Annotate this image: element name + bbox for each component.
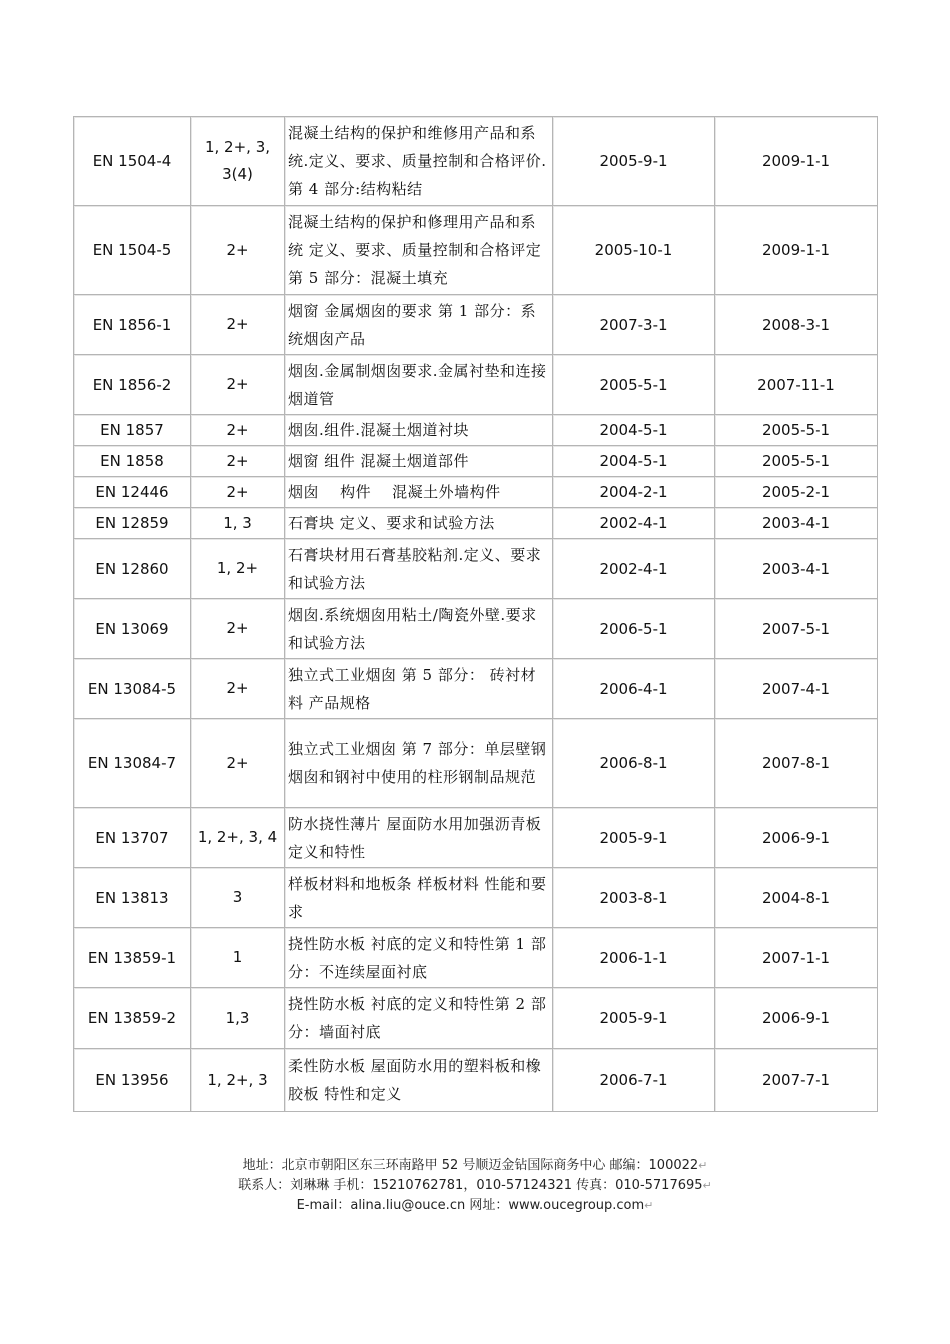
table-row <box>74 206 878 295</box>
end-date: 2007-5-1 <box>715 599 878 659</box>
system-class: 1, 3 <box>191 508 285 539</box>
end-date: 2003-4-1 <box>715 508 878 539</box>
standard-code: EN 13956 <box>74 1049 191 1112</box>
standard-code: EN 13069 <box>74 599 191 659</box>
start-date: 2006-7-1 <box>553 1049 715 1112</box>
end-date: 2004-8-1 <box>715 868 878 928</box>
table-row <box>74 415 878 446</box>
end-date: 2009-1-1 <box>715 117 878 206</box>
start-date: 2005-5-1 <box>553 355 715 415</box>
system-class: 3 <box>191 868 285 928</box>
return-mark-icon: ↵ <box>698 1159 708 1172</box>
start-date: 2002-4-1 <box>553 508 715 539</box>
standard-code: EN 1858 <box>74 446 191 477</box>
standard-code: EN 1504-4 <box>74 117 191 206</box>
return-mark-icon: ↵ <box>702 1179 712 1192</box>
system-class: 1, 2+, 3, 4 <box>191 808 285 868</box>
start-date: 2004-5-1 <box>553 446 715 477</box>
standard-code: EN 13859-2 <box>74 988 191 1049</box>
system-class: 2+ <box>191 206 285 295</box>
standard-code: EN 1856-1 <box>74 295 191 355</box>
end-date: 2005-5-1 <box>715 415 878 446</box>
system-class: 2+ <box>191 295 285 355</box>
start-date: 2005-10-1 <box>553 206 715 295</box>
standard-code: EN 1857 <box>74 415 191 446</box>
system-class: 2+ <box>191 599 285 659</box>
system-class: 1,3 <box>191 988 285 1049</box>
table-row <box>74 446 878 477</box>
return-mark-icon: ↵ <box>644 1199 654 1212</box>
start-date: 2004-2-1 <box>553 477 715 508</box>
end-date: 2007-1-1 <box>715 928 878 988</box>
footer-address-line <box>0 1156 950 1176</box>
table-row <box>74 295 878 355</box>
standard-description: 挠性防水板 衬底的定义和特性第 2 部分：墙面衬底 <box>285 988 553 1049</box>
system-class: 2+ <box>191 415 285 446</box>
standards-table <box>73 116 878 1112</box>
standard-description: 挠性防水板 衬底的定义和特性第 1 部分：不连续屋面衬底 <box>285 928 553 988</box>
standard-description: 柔性防水板 屋面防水用的塑料板和橡胶板 特性和定义 <box>285 1049 553 1112</box>
system-class: 2+ <box>191 719 285 808</box>
footer-contact <box>0 1156 950 1216</box>
system-class: 1, 2+ <box>191 539 285 599</box>
standard-description: 烟囱 构件 混凝土外墙构件 <box>285 477 553 508</box>
start-date: 2005-9-1 <box>553 808 715 868</box>
standard-code: EN 1856-2 <box>74 355 191 415</box>
standard-code: EN 13813 <box>74 868 191 928</box>
end-date: 2003-4-1 <box>715 539 878 599</box>
end-date: 2007-11-1 <box>715 355 878 415</box>
standard-description: 混凝土结构的保护和维修用产品和系统.定义、要求、质量控制和合格评价.第 4 部分:结构粘结 <box>285 117 553 206</box>
table-row <box>74 539 878 599</box>
standard-code: EN 12860 <box>74 539 191 599</box>
end-date: 2005-5-1 <box>715 446 878 477</box>
start-date: 2005-9-1 <box>553 117 715 206</box>
start-date: 2007-3-1 <box>553 295 715 355</box>
system-class: 2+ <box>191 659 285 719</box>
table-row <box>74 355 878 415</box>
standard-description: 烟囱.组件.混凝土烟道衬块 <box>285 415 553 446</box>
footer-web: E-mail：alina.liu@ouce.cn 网址：www.oucegroup.com <box>296 1198 645 1213</box>
standard-description: 烟窗 组件 混凝土烟道部件 <box>285 446 553 477</box>
table-row <box>74 808 878 868</box>
end-date: 2009-1-1 <box>715 206 878 295</box>
table-row <box>74 928 878 988</box>
standard-code: EN 1504-5 <box>74 206 191 295</box>
system-class-line: 3(4) <box>222 165 253 183</box>
start-date: 2006-4-1 <box>553 659 715 719</box>
standard-code: EN 13084-5 <box>74 659 191 719</box>
system-class-line: 1, 2+, 3, <box>204 138 271 156</box>
standard-code: EN 12859 <box>74 508 191 539</box>
table-row <box>74 599 878 659</box>
standard-description: 石膏块 定义、要求和试验方法 <box>285 508 553 539</box>
standard-description: 独立式工业烟囱 第 7 部分：单层壁钢烟囱和钢衬中使用的柱形钢制品规范 <box>285 719 553 808</box>
standard-code: EN 13084-7 <box>74 719 191 808</box>
standard-description: 防水挠性薄片 屋面防水用加强沥青板 定义和特性 <box>285 808 553 868</box>
table-row <box>74 477 878 508</box>
footer-contact-line <box>0 1176 950 1196</box>
footer-web-line <box>0 1196 950 1216</box>
standard-description: 烟囱.系统烟囱用粘土/陶瓷外壁.要求和试验方法 <box>285 599 553 659</box>
footer-contact-text: 联系人：刘琳琳 手机：15210762781，010-57124321 传真：010-5717695 <box>238 1178 703 1193</box>
end-date: 2008-3-1 <box>715 295 878 355</box>
table-row <box>74 659 878 719</box>
start-date: 2006-5-1 <box>553 599 715 659</box>
table-row <box>74 508 878 539</box>
system-class: 2+ <box>191 355 285 415</box>
end-date: 2007-4-1 <box>715 659 878 719</box>
system-class: 2+ <box>191 477 285 508</box>
table-row <box>74 719 878 808</box>
end-date: 2006-9-1 <box>715 988 878 1049</box>
standard-description: 烟囱.金属制烟囱要求.金属衬垫和连接烟道管 <box>285 355 553 415</box>
start-date: 2005-9-1 <box>553 988 715 1049</box>
start-date: 2003-8-1 <box>553 868 715 928</box>
system-class: 1, 2+, 3 <box>191 1049 285 1112</box>
standard-description: 混凝土结构的保护和修理用产品和系统 定义、要求、质量控制和合格评定 第 5 部分：混凝土填充 <box>285 206 553 295</box>
table-row <box>74 1049 878 1112</box>
system-class: 2+ <box>191 446 285 477</box>
standard-description: 石膏块材用石膏基胶粘剂.定义、要求和试验方法 <box>285 539 553 599</box>
standard-description: 独立式工业烟囱 第 5 部分： 砖衬材料 产品规格 <box>285 659 553 719</box>
standard-description: 烟窗 金属烟囱的要求 第 1 部分：系统烟囱产品 <box>285 295 553 355</box>
standard-code: EN 13707 <box>74 808 191 868</box>
system-class <box>191 117 285 206</box>
end-date: 2006-9-1 <box>715 808 878 868</box>
end-date: 2007-8-1 <box>715 719 878 808</box>
end-date: 2005-2-1 <box>715 477 878 508</box>
start-date: 2006-1-1 <box>553 928 715 988</box>
start-date: 2006-8-1 <box>553 719 715 808</box>
standard-code: EN 12446 <box>74 477 191 508</box>
standard-description: 样板材料和地板条 样板材料 性能和要求 <box>285 868 553 928</box>
table-row <box>74 988 878 1049</box>
table-row <box>74 868 878 928</box>
system-class: 1 <box>191 928 285 988</box>
table-row <box>74 117 878 206</box>
start-date: 2002-4-1 <box>553 539 715 599</box>
start-date: 2004-5-1 <box>553 415 715 446</box>
end-date: 2007-7-1 <box>715 1049 878 1112</box>
standard-code: EN 13859-1 <box>74 928 191 988</box>
footer-address: 地址：北京市朝阳区东三环南路甲 52 号顺迈金钻国际商务中心 邮编：100022 <box>242 1158 699 1173</box>
